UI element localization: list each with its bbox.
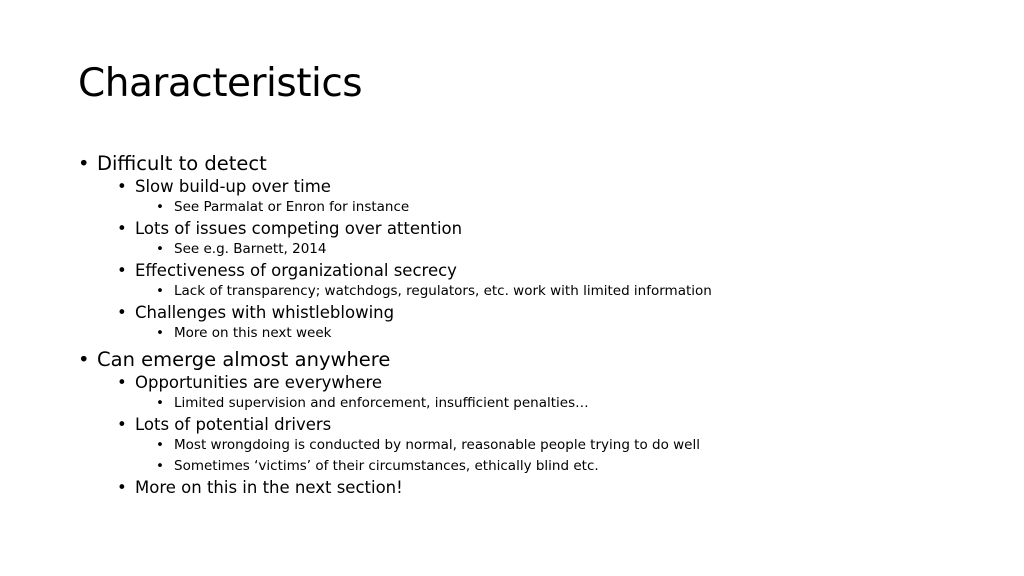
sub-bullet-opportunities: • Opportunities are everywhere — [116, 372, 998, 393]
sub-bullet-organizational-secrecy: • Effectiveness of organizational secrecy — [116, 260, 998, 281]
sub-bullet-next-section: • More on this in the next section! — [116, 477, 998, 498]
slide-title: Characteristics — [78, 61, 363, 106]
sub-bullet-whistleblowing: • Challenges with whistleblowing — [116, 302, 998, 323]
sub-sub-bullet-normal-people: • Most wrongdoing is conducted by normal, reasonable people trying to do well — [155, 435, 998, 456]
sub-sub-bullet-limited-supervision: • Limited supervision and enforcement, insufficient penalties… — [155, 393, 998, 414]
sub-bullet-slow-build-up: • Slow build-up over time — [116, 176, 998, 197]
sub-sub-bullet-victims: • Sometimes ‘victims’ of their circumstances, ethically blind etc. — [155, 456, 998, 477]
sub-bullet-potential-drivers: • Lots of potential drivers — [116, 414, 998, 435]
bullet-difficult-to-detect: • Difficult to detect — [78, 152, 998, 176]
sub-sub-bullet-next-week: • More on this next week — [155, 323, 998, 344]
sub-bullet-issues-competing: • Lots of issues competing over attention — [116, 218, 998, 239]
sub-sub-bullet-parmalat-enron: • See Parmalat or Enron for instance — [155, 197, 998, 218]
bullet-emerge-anywhere: • Can emerge almost anywhere — [78, 348, 998, 372]
bullet-list — [78, 152, 998, 498]
sub-sub-bullet-lack-of-transparency: • Lack of transparency; watchdogs, regulators, etc. work with limited information — [155, 281, 998, 302]
sub-sub-bullet-barnett: • See e.g. Barnett, 2014 — [155, 239, 998, 260]
